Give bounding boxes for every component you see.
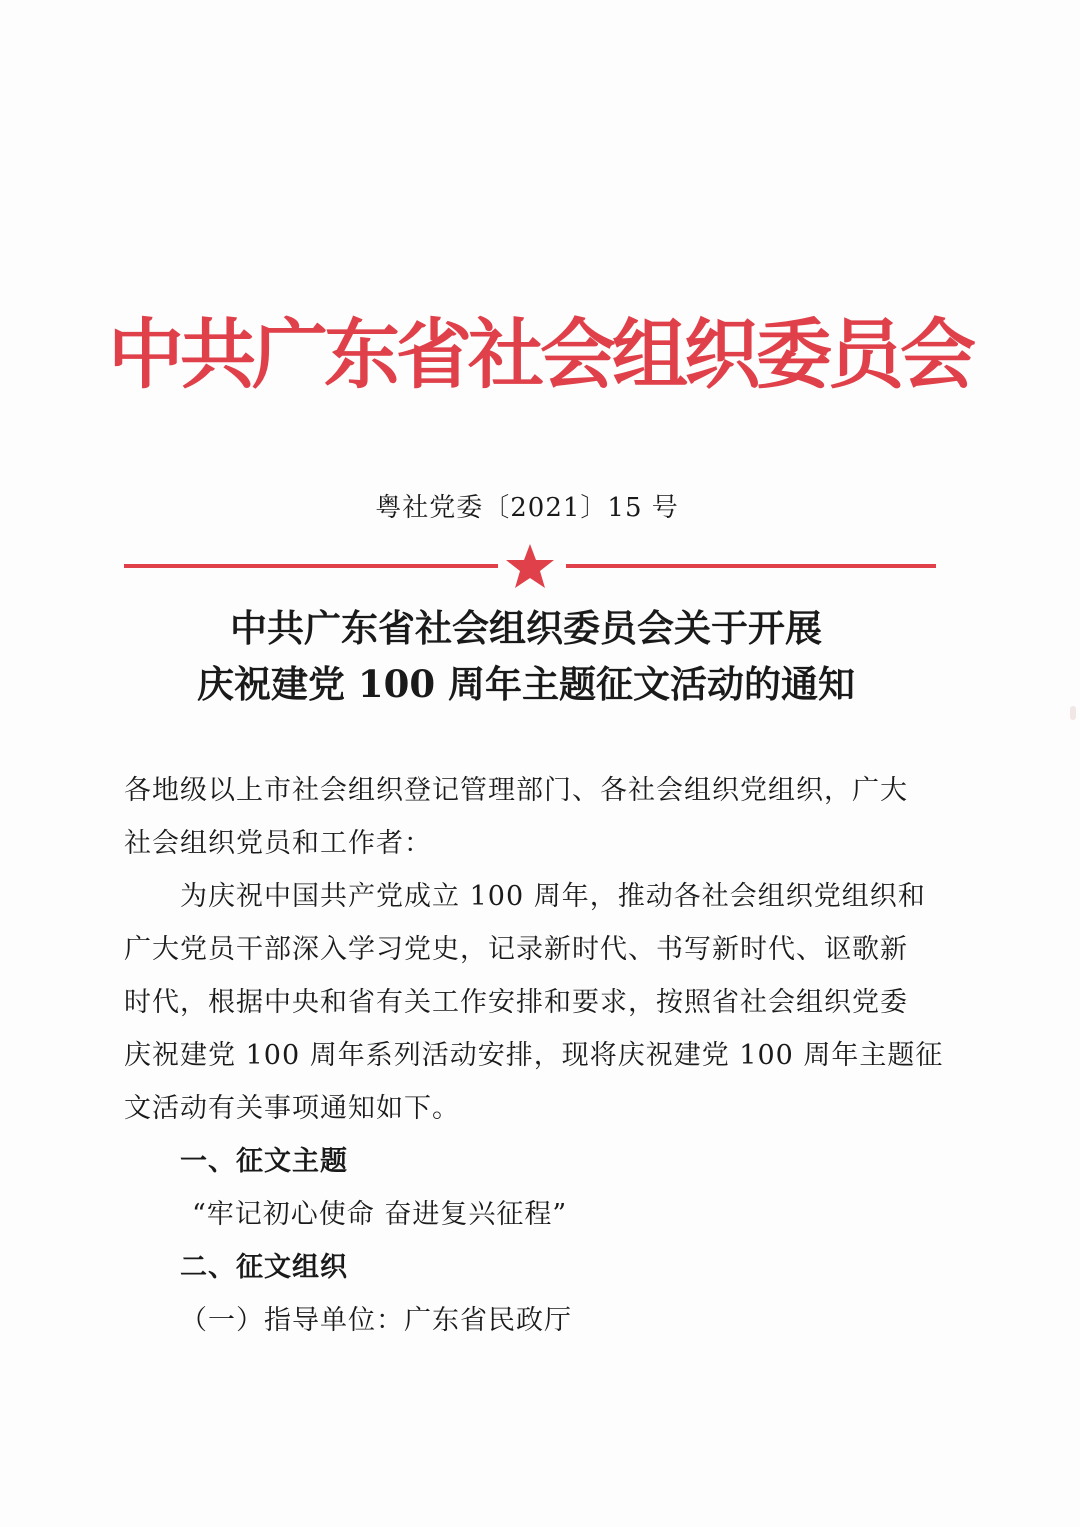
paragraph-line: 为庆祝中国共产党成立 100 周年，推动各社会组织党组织和 — [180, 881, 926, 912]
section-heading-theme: 一、征文主题 — [180, 1146, 348, 1177]
notice-title-line-2: 庆祝建党 100 周年主题征文活动的通知 — [197, 662, 855, 706]
divider-line-right — [566, 564, 936, 568]
document-number: 粤社党委〔2021〕15 号 — [375, 493, 679, 523]
star-icon — [504, 542, 556, 590]
section-heading-organization: 二、征文组织 — [180, 1252, 348, 1283]
notice-title-line-1: 中共广东省社会组织委员会关于开展 — [230, 606, 822, 650]
divider-line-left — [124, 564, 498, 568]
scan-mark — [1070, 706, 1076, 720]
org-masthead: 中共广东省社会组织委员会 — [108, 310, 972, 399]
paragraph-line: 时代，根据中央和省有关工作安排和要求，按照省社会组织党委 — [124, 987, 908, 1018]
paragraph-line: 广大党员干部深入学习党史，记录新时代、书写新时代、讴歌新 — [124, 934, 908, 965]
guiding-unit-item: （一）指导单位：广东省民政厅 — [180, 1305, 572, 1336]
addressee-line-2: 社会组织党员和工作者： — [124, 828, 432, 859]
star-icon-svg — [504, 542, 556, 590]
essay-theme-text: “牢记初心使命 奋进复兴征程” — [192, 1199, 568, 1230]
addressee-line-1: 各地级以上市社会组织登记管理部门、各社会组织党组织，广大 — [124, 775, 908, 806]
paragraph-line: 文活动有关事项通知如下。 — [124, 1093, 460, 1124]
paragraph-line: 庆祝建党 100 周年系列活动安排，现将庆祝建党 100 周年主题征 — [124, 1040, 944, 1071]
